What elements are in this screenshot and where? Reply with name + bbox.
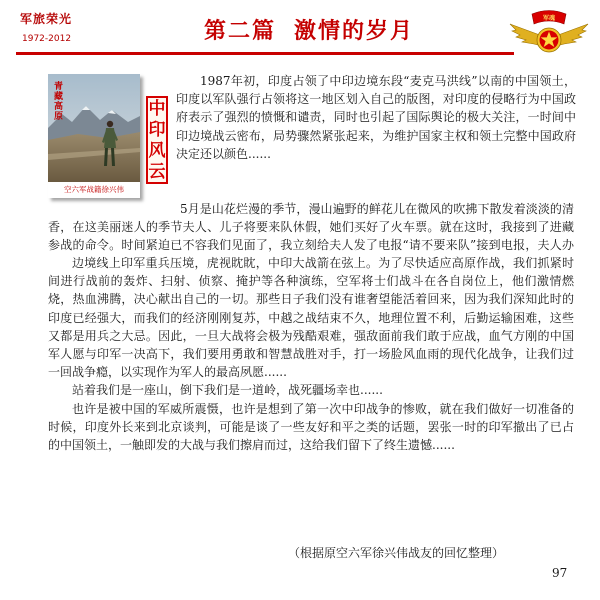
air-force-emblem-icon: [508, 4, 590, 60]
photo-caption: 空六军战籍徐兴伟: [64, 185, 124, 194]
series-title: 军旅荣光: [20, 12, 73, 26]
paragraph: 站着我们是一座山，倒下我们是一道岭，战死疆场幸也......: [72, 383, 383, 398]
photo-card: [48, 74, 140, 198]
paragraph: 1987年初，印度占领了中印边境东段“麦克马洪线”以南的中国领土，印度以军队强行占领将这一地区划入自己的版图，对印度的侵略行为中国政府表示了强烈的愤慨和谴责，同时也引起了国际舆论的极大关注，一时间中印边境战云密布，局势骤然紧张起来，为维护国家主权和领土完整中国政府决定还以颜色......: [176, 74, 576, 161]
chapter-title: 激情的岁月: [294, 19, 415, 44]
intro-text-block: [176, 72, 576, 163]
header-rule: [16, 52, 514, 55]
page-number: 97: [552, 566, 568, 580]
may-paragraph: 5月是山花烂漫的季节，漫山遍野的鲜花儿在微风的吹拂下散发着淡淡的清香，在这美丽迷人的季节夫人、儿子将要来队休假，她们买好了火车票。就在这时，我接到了进藏参战的命令。时间紧迫已不容我们见面了，我立刻给夫人发了电报“请不要来队”接到电报，夫人办: [48, 202, 574, 253]
page-title: [204, 14, 414, 45]
paragraph: 边境线上印军重兵压境，虎视眈眈，中印大战箭在弦上。为了尽快适应高原作战，我们抓紧时间进行战前的轰炸、扫射、侦察、掩护等各种演练，空军将士们战斗在各自岗位上，他们激情燃烧，热血沸腾，决心献出自己的一切。那些日子我们没有谁奢望能活着回来，因为我们深知此时的印度已经强大，而我们的经济刚刚复苏，中越之战结束不久，地理位置不利，后勤运输困难，这些又都是用兵之大忌。因此，一旦大战将会极为残酷艰难，强敌面前我们敢于应战，血气方刚的中国军人愿与印军一决高下，我们要用勇敢和智慧战胜对手，打一场脸风血雨的现代化战争，让我们过一回战争瘾，以实现作为军人的最高夙愿......: [48, 256, 574, 380]
paragraph: 也许是被中国的军威所震慑，也许是想到了第一次中印战争的惨败，就在我们做好一切准备的时候，印度外长来到北京谈判，可能是谈了一些友好和平之类的话题，罢张一时的印军撤出了已占的中国领土，一触即发的大战与我们擦肩而过，这给我们留下了终生遗憾......: [48, 401, 574, 453]
emblem-text: 军魂: [542, 15, 556, 22]
plateau-photo: [48, 74, 140, 182]
photo-vertical-caption: 青藏高原: [54, 82, 64, 122]
section-label: 中印风云: [146, 96, 168, 184]
chapter-number: 第二篇: [204, 19, 277, 44]
series-years: 1972-2012: [22, 34, 72, 44]
main-text-block: [48, 254, 574, 454]
closing-note: （根据原空六军徐兴伟战友的回忆整理）: [288, 546, 505, 560]
